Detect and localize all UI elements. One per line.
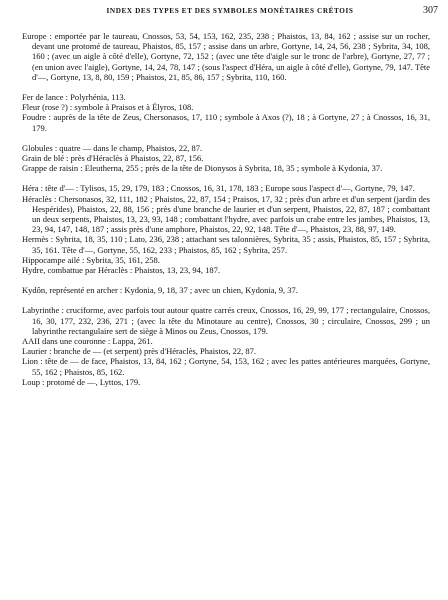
- index-entry-hermes: Hermès : Sybrita, 18, 35, 110 ; Lato, 236, 238 ; attachant ses talonnières, Sybrita, 35 ; assis, Phaistos, 85, 157 ; Sybrita, 35, 161. Tête d'—, Gortyne, 55, 162, 233 ; Phaistos, 85, 162 ; Sybrita, 257.: [22, 234, 430, 255]
- index-entry-fleur: Fleur (rose ?) : symbole à Praisos et à Élyros, 108.: [22, 102, 194, 113]
- index-entry-heracles: Héraclès : Chersonasos, 32, 111, 182 ; Phaistos, 22, 87, 154 ; Praisos, 17, 32 ; près d'un arbre et d'un serpent (jardin des Hespérides), Phaistos, 22, 88, 156 ; près d'une branche de laurier et d'un serpent, Phaistos, 22, 87, 187 ; combattant un deux serpents, Phaistos, 13, 23, 93, 148 ; combattant l'hydre, avec parfois un crabe entre les jambes, Phaistos, 13, 23, 94, 147, 148, 187 ; assis près d'une amphore, Phaistos, 22, 92, 148. Tête d'—, Phaistos, 23, 88, 97, 149.: [22, 193, 430, 235]
- index-entry-lion: Lion : tête de — de face, Phaistos, 13, 84, 162 ; Gortyne, 54, 153, 162 ; avec les pattes antérieures marquées, Gortyne, 55, 162 ; Phaistos, 85, 162.: [22, 356, 430, 377]
- index-entry-laurier: Laurier : branche de — (et serpent) près d'Héraclès, Phaistos, 22, 87.: [22, 346, 257, 357]
- index-entry-grappe-de-raisin: Grappe de raisin : Eleutherna, 255 ; près de la tête de Dionysos à Sybrita, 18, 35 ; symbole à Kydonia, 37.: [22, 163, 383, 174]
- index-entry-hydre: Hydre, combattue par Héraclès : Phaistos, 13, 23, 94, 187.: [22, 265, 221, 276]
- index-entry-aaii: AAII dans une couronne : Lappa, 261.: [22, 336, 153, 347]
- index-entry-globules: Globules : quatre — dans le champ, Phaistos, 22, 87.: [22, 142, 203, 153]
- index-entry-europe: Europe : emportée par le taureau, Cnossos, 53, 54, 153, 162, 235, 238 ; Phaistos, 13, 84, 162 ; assise sur un rocher, devant une protomé de taureau, Phaistos, 85, 157 ; assise dans un arbre, Gortyne, 14, 24, 56, 238 ; Sybrita, 34, 108, 160 ; (avec un aigle à côté d'elle), Gortyne, 72, 152 ; (avec une tête d'aigle sur le tronc de l'arbre), Gortyne, 27, 77 ; (en union avec l'aigle), Gortyne, 14, 24, 78, 147 ; (sous l'aspect d'Héra, un aigle à côté d'elle), Gortyne, 79, 147. Tête d'—, Gortyne, 13, 8, 80, 159 ; Phaistos, 21, 85, 86, 157 ; Sybrita, 110, 160.: [22, 31, 430, 82]
- running-title: INDEX DES TYPES ET DES SYMBOLES MONÉTAIRES CRÉTOIS: [106, 7, 354, 15]
- index-entry-foudre: Foudre : auprès de la tête de Zeus, Chersonasos, 17, 110 ; symbole à Axos (?), 18 ; à Gortyne, 27 ; à Cnossos, 16, 31, 179.: [22, 112, 430, 133]
- index-entry-labyrinthe: Labyrinthe : cruciforme, avec parfois tout autour quatre carrés creux, Cnossos, 16, 29, 99, 177 ; rectangulaire, Cnossos, 16, 30, 177, 232, 236, 271 ; (avec la tête du Minotaure au centre), Cnossos, 30 ; circulaire, Cnossos, 299 ; un labyrinthe rectangulaire sert de siège à Minos ou Zeus, Cnossos, 179.: [22, 305, 430, 336]
- page-header: [22, 5, 438, 19]
- index-body: [22, 31, 430, 387]
- index-entry-kydon: Kydôn, représenté en archer : Kydonia, 9, 18, 37 ; avec un chien, Kydonia, 9, 37.: [22, 285, 298, 296]
- index-entry-hippocampe: Hippocampe ailé : Sybrita, 35, 161, 258.: [22, 254, 160, 265]
- index-entry-fer-de-lance: Fer de lance : Polyrhénia, 113.: [22, 92, 126, 103]
- index-entry-grain-de-ble: Grain de blé : près d'Héraclès à Phaistos, 22, 87, 156.: [22, 153, 204, 164]
- index-entry-loup: Loup : protomé de —, Lyttos, 179.: [22, 376, 141, 387]
- index-entry-hera: Héra : tête d'— : Tylisos, 15, 29, 179, 183 ; Cnossos, 16, 31, 178, 183 ; Europe sous l'aspect d'—, Gortyne, 79, 147.: [22, 183, 415, 194]
- page-number: 307: [423, 5, 438, 16]
